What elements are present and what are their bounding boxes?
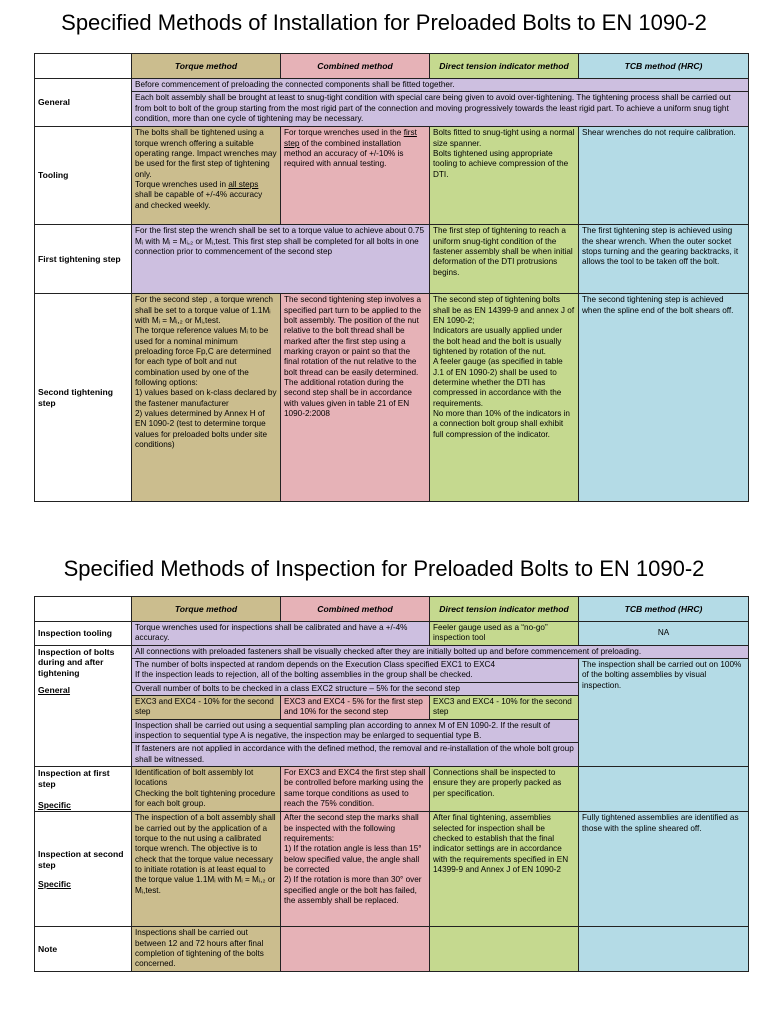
second-torque-c: 1) values based on k-class declared by the fastener manufacturer (135, 388, 277, 408)
header-dti-method: Direct tension indicator method (430, 54, 579, 79)
general-label: General (35, 79, 132, 127)
tooling-dti-cell (430, 127, 579, 225)
inspection-second-combined-c: 2) If the rotation is more than 30° over specified angle or the bolt has failed, the assembly shall be replaced. (284, 875, 422, 906)
inspection-first-dti: Connections shall be inspected to ensure they are properly packed as per specification. (430, 766, 579, 811)
tooling-combined-3: of the combined installation method an accuracy of +/-10% is required with annual testing. (284, 138, 404, 169)
inspection-second-combined-cell (281, 812, 430, 927)
note-dti (430, 927, 579, 971)
inspection-first-torque-a: Identification of bolt assembly lot locations (135, 767, 254, 788)
inspection-tooling-row (35, 622, 749, 646)
tooling-torque-b2: all steps (228, 179, 259, 189)
general-line-1: Before commencement of preloading the connected components shall be fitted together. (132, 79, 749, 92)
second-combined-a: The second tightening step involves a specified part turn to be applied to the bolt assembly. The position of the nut relative to the bolt thread shall be marked after the first step using a marking crayon or paint so that the final rotation of the nut relative to the bolt thread can be easily determined. (284, 295, 422, 377)
during-label: Inspection of bolts during and after tightening (38, 646, 115, 679)
second-dti-a: The second step of tightening bolts shall be as EN 14399-9 and annex J of EN 1090-2; (433, 295, 575, 325)
during-tcb: The inspection shall be carried out on 100% of the bolting assemblies by visual inspection. (579, 658, 749, 766)
second-dti-b: Indicators are usually applied under the bolt head and the bolt is usually tightened by rotation of the nut. (433, 326, 563, 356)
installation-title: Specified Methods of Installation for Preloaded Bolts to EN 1090-2 (61, 10, 707, 35)
inspection-second-step-row (35, 812, 749, 927)
inspection-second-tcb: Fully tightened assemblies are identified as those with the spline sheared off. (579, 812, 749, 927)
second-step-combined-cell (281, 294, 430, 502)
tooling-combined-1: For torque wrenches used in the (284, 128, 404, 138)
second-combined-b: The additional rotation during the second step shall be in accordance with values given in table 21 of EN 1090-2:2008 (284, 377, 412, 418)
during-general-label: General (38, 685, 71, 696)
inspection-tooling-dti: Feeler gauge used as a “no-go” inspection tool (430, 622, 579, 646)
tooling-label: Tooling (35, 127, 132, 225)
tooling-torque-b3: shall be capable of +/-4% accuracy and checked weekly. (135, 190, 263, 210)
exc-torque: EXC3 and EXC4 - 10% for the second step (132, 695, 281, 719)
header-tcb-method: TCB method (HRC) (579, 54, 749, 79)
inspection-first-label-cell (35, 766, 132, 811)
first-step-row (35, 225, 749, 294)
inspection-first-combined: For EXC3 and EXC4 the first step shall be controlled before marking using the same torque conditions as used to reach the 75% condition. (281, 766, 430, 811)
sequential-sampling-text: Inspection shall be carried out using a sequential sampling plan according to annex M of EN 1090-2. If the result of inspection to sequential type A is negative, the inspection may be enlarged to sequential type B. (132, 719, 579, 743)
first-step-dti: The first step of tightening to reach a uniform snug-tight condition of the fastener assembly shall be when initial deformation of the DTI protrusions begins. (430, 225, 579, 294)
header-combined-method: Combined method (281, 597, 430, 622)
installation-table (34, 53, 749, 502)
inspection-tooling-tcb: NA (579, 622, 749, 646)
tooling-dti-a: Bolts fitted to snug-tight using a normal size spanner. (433, 128, 575, 148)
second-torque-a: For the second step , a torque wrench shall be set to a torque value of 1.1Mᵢ with Mᵢ = Mᵢ,₂ or Mᵢ,test. (135, 295, 273, 325)
installation-header-row (35, 54, 749, 79)
number-of-bolts-a: The number of bolts inspected at random depends on the Execution Class specified EXC1 to EXC4 (135, 659, 496, 669)
note-torque: Inspections shall be carried out between 12 and 72 hours after final completion of tightening of the bolts concerned. (132, 927, 281, 971)
not-applied-text: If fasteners are not applied in accordance with the defined method, the removal and re-installation of the whole bolt group shall be witnessed. (132, 743, 579, 767)
inspection-first-tcb (579, 766, 749, 811)
inspection-second-label-cell (35, 812, 132, 927)
tooling-tcb-cell: Shear wrenches do not require calibration. (579, 127, 749, 225)
inspection-second-torque: The inspection of a bolt assembly shall be carried out by the application of a torque to the nut using a calibrated torque wrench. The objective is to check that the torque value necessary to initiate rotation is at least equal to the torque value 1.1Mᵢ with Mᵢ = Mᵢ,₂ or Mᵢ,test. (132, 812, 281, 927)
inspection-first-step-row (35, 766, 749, 811)
second-step-row (35, 294, 749, 502)
tooling-torque-text-b (135, 180, 277, 211)
inspection-tooling-torque-combined: Torque wrenches used for inspections shall be calibrated and have a +/-4% accuracy. (132, 622, 430, 646)
tooling-combined-cell (281, 127, 430, 225)
during-label-cell (35, 645, 132, 766)
note-combined (281, 927, 430, 971)
tooling-torque-text-a: The bolts shall be tightened using a torque wrench offering a suitable operating range. Impact wrenches may be used for the first step of tightening only. (135, 128, 277, 179)
inspection-first-label: Inspection at first step (38, 767, 110, 789)
second-step-dti-cell (430, 294, 579, 502)
note-row (35, 927, 749, 971)
header-tcb-method: TCB method (HRC) (579, 597, 749, 622)
header-combined-method: Combined method (281, 54, 430, 79)
second-torque-d: 2) values determined by Annex H of EN 1090-2 (test to determine torque values for preloaded bolts under site conditions) (135, 408, 267, 449)
header-torque-method: Torque method (132, 597, 281, 622)
exc-combined: EXC3 and EXC4 - 5% for the first step and 10% for the second step (281, 695, 430, 719)
second-torque-b: The torque reference values Mᵢ to be used for a nominal minimum preloading force Fp,C are determined for each type of bolt and nut combination used by one of the following options: (135, 326, 272, 387)
inspection-second-dti: After final tightening, assemblies selected for inspection shall be checked to establish that the final indicator settings are in accordance with the requirements specified in EN 14399-9 and Annex J of EN 1090-2 (430, 812, 579, 927)
first-step-label: First tightening step (35, 225, 132, 294)
first-step-tcb: The first tightening step is achieved using the shear wrench. When the outer socket stops turning and the gearing backtracks, it allows the tool to be taken off the bolt. (579, 225, 749, 294)
tooling-row (35, 127, 749, 225)
note-label: Note (35, 927, 132, 971)
general-line-2: Each bolt assembly shall be brought at least to snug-tight condition with special care being given to avoid over-tightening. The tightening process shall be carried out from bolt to bolt of the group starting from the most rigid part of the connection and moving progressively towards the least rigid part. To achieve a uniform snug tight condition, more than one cycle of tightening may be necessary. (132, 92, 749, 127)
tooling-dti-b: Bolts tightened using appropriate tooling to achieve compression of the DTI. (433, 148, 569, 179)
inspection-first-specific: Specific (38, 799, 71, 810)
number-of-bolts-b: If the inspection leads to rejection, all of the bolting assemblies in the group shall be checked. (135, 670, 473, 680)
second-dti-d: No more than 10% of the indicators in a connection bolt group shall exhibit full compression of the indicator. (433, 408, 570, 439)
second-dti-c: A feeler gauge (as specified in table J.1 of EN 1090-2) shall be used to determine whether the DTI has compressed in accordance with the requirements. (433, 357, 563, 408)
inspection-table (34, 596, 749, 972)
header-dti-method: Direct tension indicator method (430, 597, 579, 622)
header-torque-method: Torque method (132, 54, 281, 79)
tooling-torque-b1: Torque wrenches used in (135, 179, 229, 189)
inspection-second-specific: Specific (38, 878, 71, 889)
inspection-second-combined-a: After the second step the marks shall be inspected with the following requirements: (284, 813, 419, 844)
first-step-torque-combined: For the first step the wrench shall be set to a torque value to achieve about 0.75 Mᵢ with Mᵢ = Mᵢ,₂ or Mᵢ,test. This first step shall be completed for all bolts in one connection prior to commencement of the second step (132, 225, 430, 294)
tooling-torque-cell (132, 127, 281, 225)
second-step-torque-cell (132, 294, 281, 502)
general-row-1 (35, 79, 749, 92)
all-connections-text: All connections with preloaded fasteners shall be visually checked after they are initially bolted up and before commencement of preloading. (132, 645, 749, 658)
inspection-title: Specified Methods of Inspection for Preloaded Bolts to EN 1090-2 (63, 556, 705, 581)
second-step-label: Second tightening step (35, 294, 132, 502)
inspection-tooling-label: Inspection tooling (35, 622, 132, 646)
empty-header-cell (35, 597, 132, 622)
inspection-first-torque-cell (132, 766, 281, 811)
inspection-second-label: Inspection at second step (38, 849, 124, 870)
overall-number-text: Overall number of bolts to be checked in a class EXC2 structure – 5% for the second step (132, 682, 579, 695)
general-row-2 (35, 92, 749, 127)
inspection-header-row (35, 597, 749, 622)
exc-dti: EXC3 and EXC4 - 10% for the second step (430, 695, 579, 719)
second-step-tcb: The second tightening step is achieved when the spline end of the bolt shears off. (579, 294, 749, 502)
number-of-bolts-cell (132, 658, 579, 682)
inspection-second-combined-b: 1) If the rotation angle is less than 15° below specified value, the angle shall be corrected (284, 844, 422, 875)
during-row-2 (35, 658, 749, 682)
tooling-combined-2: first step (284, 128, 417, 148)
note-tcb (579, 927, 749, 971)
empty-header-cell (35, 54, 132, 79)
during-row-1 (35, 645, 749, 658)
inspection-first-torque-b: Checking the bolt tightening procedure for each bolt group. (135, 788, 276, 808)
